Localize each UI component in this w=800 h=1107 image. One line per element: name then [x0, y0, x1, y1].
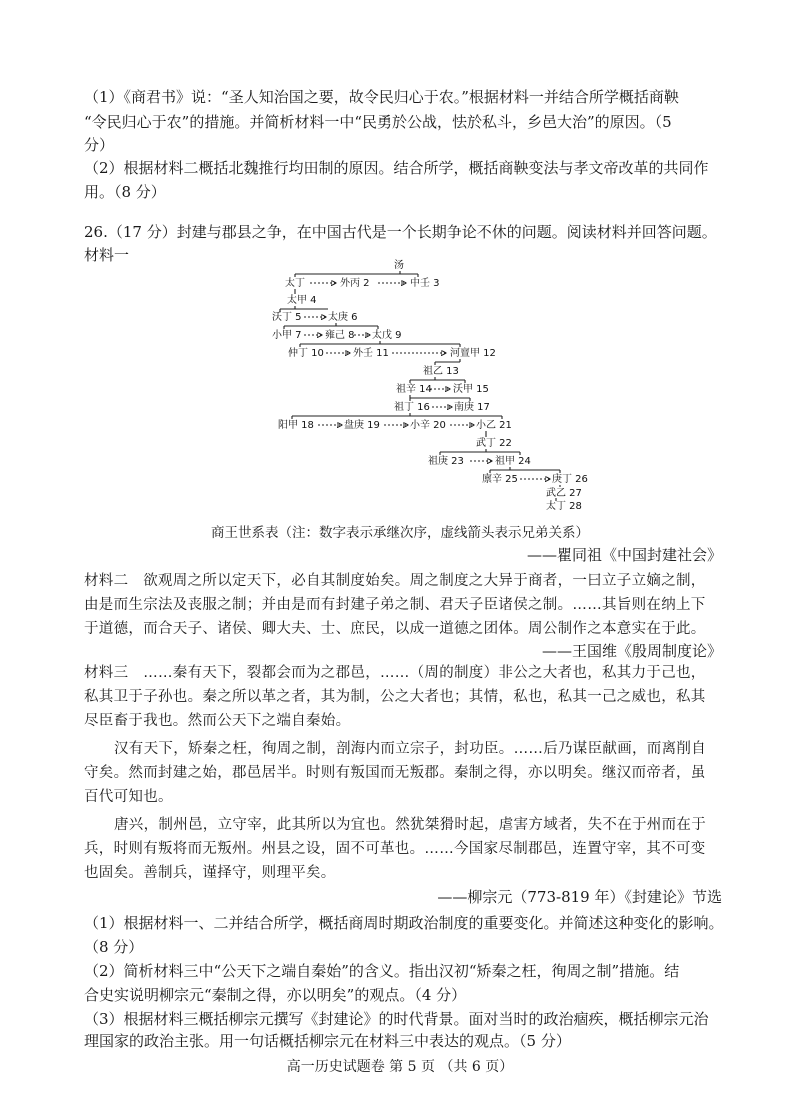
q26-intro: 26.（17 分）封建与郡县之争，在中国古代是一个长期争论不休的问题。阅读材料并回答问题。 [84, 223, 717, 241]
tree-node-waibing: 外丙 2 [340, 278, 370, 289]
tree-node-zujia: 祖甲 24 [495, 456, 531, 467]
tree-node-linxin: 廪辛 25 [482, 474, 518, 485]
material3-line6: 百代可知也。 [84, 789, 173, 805]
tree-node-zhongding: 仲丁 10 [288, 348, 324, 359]
tree-root-tang: 汤 [394, 260, 404, 271]
q26-sub3-line1: （3）根据材料三概括柳宗元撰写《封建论》的时代背景。面对当时的政治痼疾，概括柳宗元治 [84, 1010, 709, 1028]
q25-sub1-line1: （1）《商君书》说：“圣人知治国之要，故令民归心于农。”根据材料一并结合所学概括商鞅 [84, 88, 679, 106]
tree-node-xiaojia: 小甲 7 [272, 330, 302, 341]
material1-source: ——瞿同祖《中国封建社会》 [526, 546, 722, 564]
tree-caption: 商王世系表（注：数字表示承继次序，虚线箭头表示兄弟关系） [211, 525, 589, 541]
tree-node-hedanjia: 河亶甲 12 [450, 348, 496, 359]
tree-node-gengding: 庚丁 26 [552, 474, 588, 485]
material2-line3: 于道德，而合天子、诸侯、卿大夫、士、庶民，以成一道德之团体。周公制作之本意实在于此。 [84, 621, 706, 637]
q25-sub2-line2: 用。（8 分） [84, 183, 166, 201]
q26-sub2-line2: 合史实说明柳宗元“秦制之得，亦以明矣”的观点。（4 分） [84, 986, 467, 1004]
tree-node-woding: 沃丁 5 [272, 312, 302, 323]
q25-sub1-line3: 分） [84, 136, 115, 154]
material1-label: 材料一 [84, 246, 130, 264]
tree-node-wojia: 沃甲 15 [453, 384, 489, 395]
tree-node-yongji: 雍己 8 [325, 330, 355, 341]
tree-node-zuding: 祖丁 16 [394, 402, 430, 413]
tree-node-zhongren: 中壬 3 [410, 278, 440, 289]
material2-line1: 材料二 欲观周之所以定天下，必自其制度始矣。周之制度之大异于商者，一曰立子立嫡之制， [84, 573, 706, 589]
tree-node-zugeng: 祖庚 23 [428, 456, 464, 467]
q26-sub2-line1: （2）简析材料三中“公天下之端自秦始”的含义。指出汉初“矫秦之枉，徇周之制”措施。结 [84, 962, 680, 980]
material3-line8: 兵，时则有叛将而无叛州。州县之设，固不可革也。……今国家尽制郡邑，连置守宰，其不可变 [84, 841, 706, 857]
tree-node-pangeng: 盘庚 19 [344, 420, 380, 431]
material3-line1: 材料三 ……秦有天下，裂都会而为之郡邑，……（周的制度）非公之大者也，私其力于己也， [84, 665, 706, 681]
tree-node-wairen: 外壬 11 [353, 348, 389, 359]
material3-line9: 也固矣。善制兵，谨择守，则理平矣。 [84, 865, 336, 881]
q25-sub2-line1: （2）根据材料二概括北魏推行均田制的原因。结合所学，概括商鞅变法与孝文帝改革的共同作 [84, 159, 709, 177]
page-footer: 高一历史试题卷 第 5 页 （共 6 页） [286, 1059, 514, 1075]
tree-node-taiding-28: 太丁 28 [546, 501, 582, 512]
material3-line7: 唐兴，制州邑，立守宰，此其所以为宜也。然犹桀猾时起，虐害方域者，失不在于州而在于 [114, 817, 706, 833]
q26-sub1-line1: （1）根据材料一、二并结合所学，概括商周时期政治制度的重要变化。并简述这种变化的影响。 [84, 914, 724, 932]
tree-node-yangjia: 阳甲 18 [278, 420, 314, 431]
q26-sub1-line2: （8 分） [84, 938, 144, 956]
tree-node-xiaoxin: 小辛 20 [410, 420, 446, 431]
material3-line5: 守矣。然而封建之始，郡邑居半。时则有叛国而无叛郡。秦制之得，亦以明矣。继汉而帝者，虽 [84, 765, 706, 781]
tree-node-taiwu: 太戊 9 [372, 330, 402, 341]
shang-genealogy-tree [270, 258, 600, 514]
tree-node-nangeng: 南庚 17 [454, 402, 490, 413]
material3-line2: 私其卫于子孙也。秦之所以革之者，其为制，公之大者也；其情，私也，私其一己之威也，私其 [84, 689, 706, 705]
material3-line4: 汉有天下，矫秦之枉，徇周之制，剖海内而立宗子，封功臣。……后乃谋臣献画，而离削自 [114, 741, 706, 757]
tree-node-zuxin: 祖辛 14 [396, 384, 432, 395]
tree-node-wuyi: 武乙 27 [546, 488, 582, 499]
tree-node-xiaoyi: 小乙 21 [476, 420, 512, 431]
material3-line3: 尽臣畜于我也。然而公天下之端自秦始。 [84, 713, 351, 729]
tree-node-taijia: 太甲 4 [287, 295, 317, 306]
tree-node-wuding: 武丁 22 [476, 438, 512, 449]
material2-line2: 由是而生宗法及丧服之制；并由是而有封建子弟之制、君天子臣诸侯之制。……其旨则在纳上下 [84, 597, 706, 613]
material3-source: ——柳宗元（773-819 年）《封建论》节选 [437, 888, 722, 906]
material2-source: ——王国维《殷周制度论》 [541, 642, 722, 660]
q26-sub3-line2: 理国家的政治主张。用一句话概括柳宗元在材料三中表达的观点。（5 分） [84, 1032, 571, 1050]
q25-sub1-line2: “令民归心于农”的措施。并简析材料一中“民勇於公战，怯於私斗，乡邑大治”的原因。（5 [84, 113, 672, 131]
tree-node-taiding: 太丁 [285, 278, 305, 289]
tree-node-taigeng: 太庚 6 [328, 312, 358, 323]
tree-node-zuyi: 祖乙 13 [423, 366, 459, 377]
